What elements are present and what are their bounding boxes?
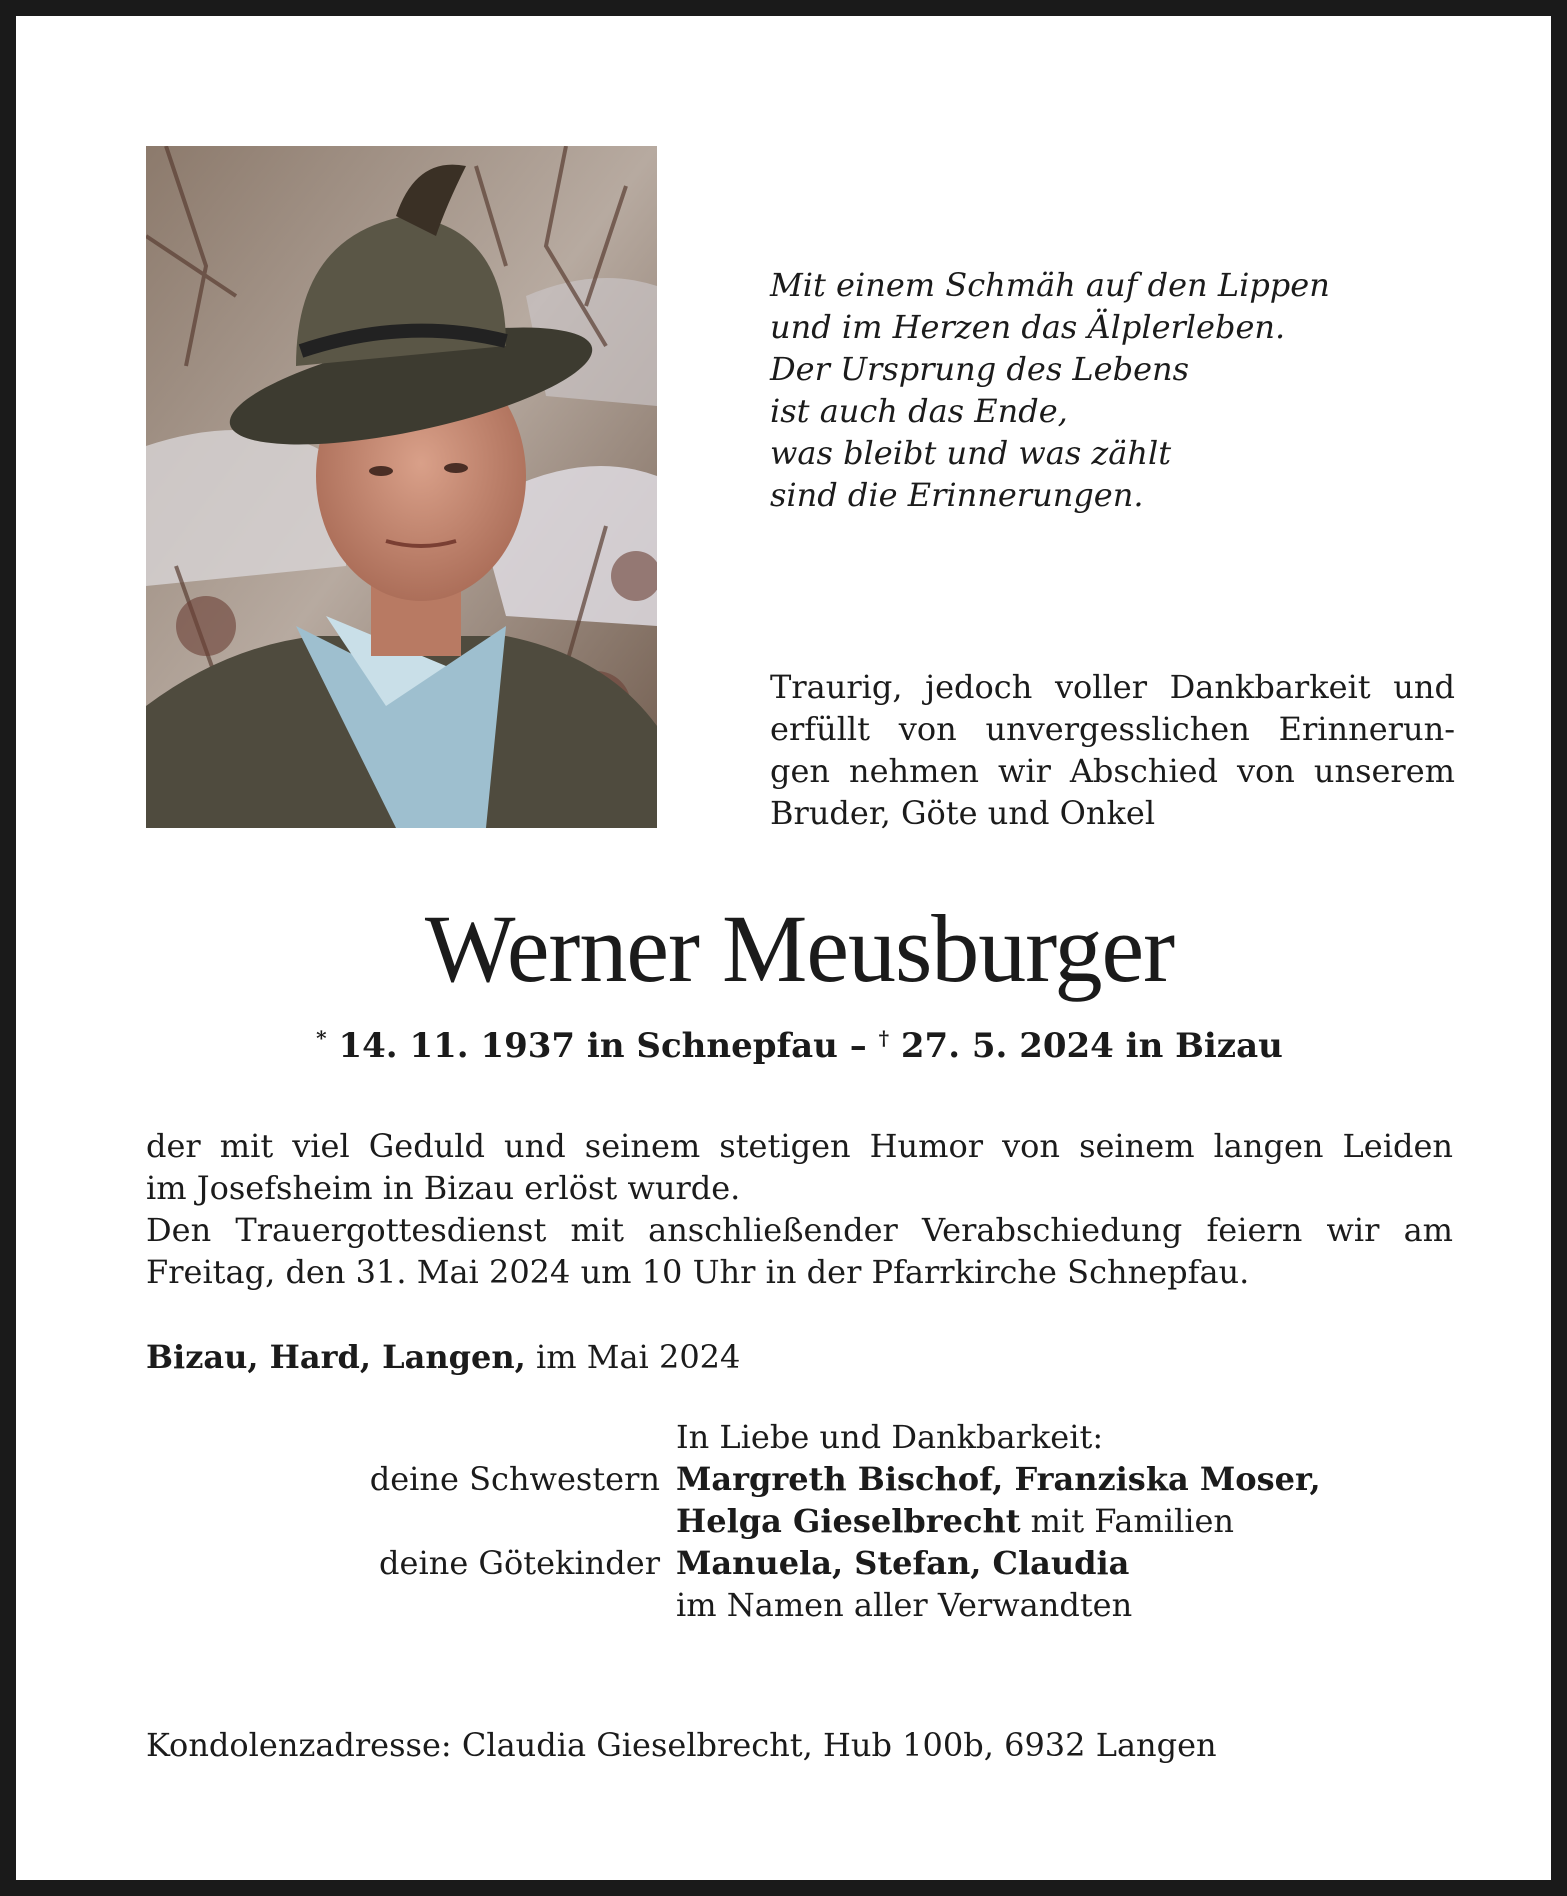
sisters-role: deine Schwestern: [369, 1460, 660, 1498]
sisters-names: Margreth Bischof, Franziska Moser,: [676, 1460, 1321, 1498]
place-locations: Bizau, Hard, Langen,: [146, 1338, 526, 1376]
intro-line: Traurig, jedoch voller Dankbarkeit und: [770, 668, 1455, 706]
relatives-note: im Namen aller Verwandten: [676, 1586, 1133, 1624]
poem-line: Der Ursprung des Lebens: [770, 350, 1190, 388]
godchildren-names: Manuela, Stefan, Claudia: [676, 1544, 1130, 1582]
godchildren-role: deine Götekinder: [379, 1544, 660, 1582]
memorial-poem: [770, 264, 1470, 516]
intro-line: Bruder, Göte und Onkel: [770, 794, 1156, 832]
signoff-heading: In Liebe und Dankbarkeit:: [676, 1418, 1104, 1456]
body-line: Freitag, den 31. Mai 2024 um 10 Uhr in der Pfarrkirche Schnepfau.: [146, 1253, 1250, 1291]
poem-line: was bleibt und was zählt: [770, 434, 1172, 472]
body-line: der mit viel Geduld und seinem stetigen Humor von seinem langen Leiden: [146, 1127, 1453, 1165]
intro-line: gen nehmen wir Abschied von unserem: [770, 752, 1455, 790]
place-date: im Mai 2024: [535, 1338, 741, 1376]
body-line: Den Trauergottesdienst mit anschließender Verabschiedung feiern wir am: [146, 1211, 1453, 1249]
date-separator: –: [849, 1026, 867, 1066]
sisters-families: mit Familien: [1030, 1502, 1234, 1540]
sister-name: Helga Gieselbrecht: [676, 1502, 1021, 1540]
portrait-illustration: [146, 146, 657, 828]
poem-line: und im Herzen das Älplerleben.: [770, 308, 1286, 346]
life-dates: [16, 1021, 1567, 1071]
deceased-name: Werner Meusburger: [424, 895, 1175, 1002]
godchildren-row: [146, 1542, 1456, 1584]
portrait-photo: [146, 146, 657, 828]
condolence-address: Kondolenzadresse: Claudia Gieselbrecht, Hub 100b, 6932 Langen: [146, 1726, 1217, 1764]
poem-line: Mit einem Schmäh auf den Lippen: [770, 266, 1330, 304]
birth-symbol: *: [316, 1026, 327, 1050]
signoff-heading-row: [146, 1416, 1456, 1458]
farewell-intro: [770, 666, 1455, 834]
death-date: 27. 5. 2024 in Bizau: [900, 1026, 1283, 1066]
family-signoff: [146, 1416, 1456, 1626]
body-line: im Josefsheim in Bizau erlöst wurde.: [146, 1169, 741, 1207]
sisters-row-continued: [146, 1500, 1456, 1542]
relatives-row: [146, 1584, 1456, 1626]
death-symbol: †: [878, 1026, 890, 1050]
service-announcement: [146, 1125, 1453, 1293]
poem-line: ist auch das Ende,: [770, 392, 1068, 430]
intro-line: erfüllt von unvergesslichen Erinnerun-: [770, 710, 1455, 748]
sisters-row: [146, 1458, 1456, 1500]
place-and-date: [146, 1336, 740, 1378]
poem-line: sind die Erinnerungen.: [770, 476, 1144, 514]
birth-date: 14. 11. 1937 in Schnepfau: [338, 1026, 838, 1066]
